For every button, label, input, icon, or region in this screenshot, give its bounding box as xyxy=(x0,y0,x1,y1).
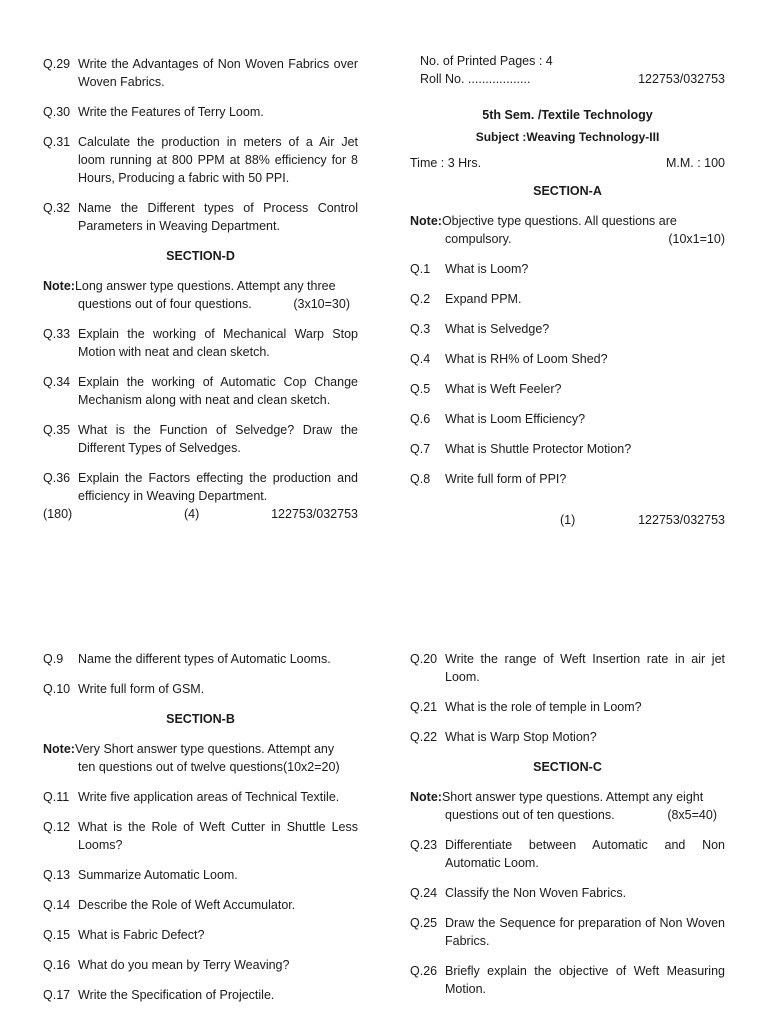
question-q26 xyxy=(410,962,725,998)
question-text: Classify the Non Woven Fabrics. xyxy=(445,886,627,900)
section-d-note xyxy=(43,277,358,313)
question-number: Q.1 xyxy=(410,262,431,276)
section-a-heading: SECTION-A xyxy=(533,184,602,198)
question-text: Summarize Automatic Loom. xyxy=(78,868,238,882)
question-number: Q.6 xyxy=(410,412,431,426)
question-q9 xyxy=(43,650,358,668)
question-text: Write the Specification of Projectile. xyxy=(78,988,275,1002)
section-c-heading: SECTION-C xyxy=(533,760,602,774)
note-text: Short answer type questions. Attempt any eight xyxy=(441,790,704,804)
note-text: Objective type questions. All questions are xyxy=(441,214,677,228)
question-q13 xyxy=(43,866,358,884)
question-number: Q.3 xyxy=(410,322,431,336)
roll-number: Roll No. .................. xyxy=(420,72,531,86)
section-b-heading: SECTION-B xyxy=(166,712,235,726)
question-text: Expand PPM. xyxy=(445,292,522,306)
question-q33 xyxy=(43,325,358,361)
question-text: What is the Role of Weft Cutter in Shuttle Less Looms? xyxy=(78,820,358,852)
question-text: Differentiate between Automatic and Non Automatic Loom. xyxy=(445,838,725,870)
question-text: What is Loom? xyxy=(445,262,529,276)
question-number: Q.35 xyxy=(43,423,71,437)
question-q11 xyxy=(43,788,358,806)
note-line2: questions out of four questions. xyxy=(78,297,252,311)
question-text: Calculate the production in meters of a Air Jet loom running at 800 PPM at 88% efficiency for 8 Hours, Producing a fabric with 50 PPI. xyxy=(78,135,358,185)
question-number: Q.30 xyxy=(43,105,71,119)
footer-count: (180) xyxy=(43,507,73,521)
question-number: Q.17 xyxy=(43,988,71,1002)
question-number: Q.14 xyxy=(43,898,71,912)
question-text: What is Loom Efficiency? xyxy=(445,412,586,426)
page4-column xyxy=(43,55,358,523)
question-q31 xyxy=(43,133,358,187)
note-label: Note: xyxy=(43,742,75,756)
question-text: What is Warp Stop Motion? xyxy=(445,730,597,744)
note-text: Very Short answer type questions. Attempt any xyxy=(74,742,335,756)
section-b-note xyxy=(43,740,358,776)
question-number: Q.31 xyxy=(43,135,71,149)
question-text: What is the role of temple in Loom? xyxy=(445,700,642,714)
note-line2: compulsory. xyxy=(445,232,512,246)
question-number: Q.10 xyxy=(43,682,71,696)
question-text: What is Fabric Defect? xyxy=(78,928,205,942)
note-marks: (3x10=30) xyxy=(293,297,350,311)
question-q2 xyxy=(410,290,725,308)
section-c-note xyxy=(410,788,725,824)
page2-column xyxy=(43,650,358,1016)
question-text: What is Shuttle Protector Motion? xyxy=(445,442,632,456)
question-text: What is Weft Feeler? xyxy=(445,382,562,396)
semester-title: 5th Sem. /Textile Technology xyxy=(482,108,653,122)
paper-code: 122753/032753 xyxy=(638,72,725,86)
exam-time: Time : 3 Hrs. xyxy=(410,156,482,170)
question-q23 xyxy=(410,836,725,872)
page1-column xyxy=(410,52,725,529)
question-text: Write the Advantages of Non Woven Fabrics over Woven Fabrics. xyxy=(78,57,358,89)
question-q35 xyxy=(43,421,358,457)
note-line2: questions out of ten questions. xyxy=(445,808,615,822)
printed-pages xyxy=(410,52,725,70)
question-number: Q.5 xyxy=(410,382,431,396)
page-footer xyxy=(410,511,725,529)
question-number: Q.32 xyxy=(43,201,71,215)
question-number: Q.29 xyxy=(43,57,71,71)
question-q8 xyxy=(410,470,725,488)
question-text: Name the Different types of Process Control Parameters in Weaving Department. xyxy=(78,201,358,233)
question-q34 xyxy=(43,373,358,409)
question-q24 xyxy=(410,884,725,902)
footer-page-number: (4) xyxy=(184,507,200,521)
question-q32 xyxy=(43,199,358,235)
question-q22 xyxy=(410,728,725,746)
question-q15 xyxy=(43,926,358,944)
section-a-note xyxy=(410,212,725,248)
question-number: Q.26 xyxy=(410,964,438,978)
question-number: Q.7 xyxy=(410,442,431,456)
question-number: Q.12 xyxy=(43,820,71,834)
question-q3 xyxy=(410,320,725,338)
note-label: Note: xyxy=(410,214,442,228)
question-number: Q.13 xyxy=(43,868,71,882)
note-label: Note: xyxy=(410,790,442,804)
question-number: Q.24 xyxy=(410,886,438,900)
question-text: Write full form of GSM. xyxy=(78,682,205,696)
question-q5 xyxy=(410,380,725,398)
question-text: Draw the Sequence for preparation of Non Woven Fabrics. xyxy=(445,916,725,948)
question-number: Q.22 xyxy=(410,730,438,744)
question-text: Explain the Factors effecting the production and efficiency in Weaving Department. xyxy=(78,471,358,503)
note-line2: ten questions out of twelve questions(10x2=20) xyxy=(78,760,340,774)
question-number: Q.23 xyxy=(410,838,438,852)
question-q10 xyxy=(43,680,358,698)
question-text: What is Selvedge? xyxy=(445,322,550,336)
question-q36 xyxy=(43,469,358,505)
max-marks: M.M. : 100 xyxy=(665,156,725,170)
question-q7 xyxy=(410,440,725,458)
question-q29 xyxy=(43,55,358,91)
question-q14 xyxy=(43,896,358,914)
question-text: What do you mean by Terry Weaving? xyxy=(78,958,290,972)
section-d-heading: SECTION-D xyxy=(166,249,235,263)
question-q20 xyxy=(410,650,725,686)
question-q6 xyxy=(410,410,725,428)
question-q30 xyxy=(43,103,358,121)
question-text: Describe the Role of Weft Accumulator. xyxy=(78,898,296,912)
question-q12 xyxy=(43,818,358,854)
page3-column xyxy=(410,650,725,1010)
roll-row xyxy=(410,70,725,88)
question-number: Q.8 xyxy=(410,472,431,486)
footer-code: 122753/032753 xyxy=(271,507,358,521)
question-q17 xyxy=(43,986,358,1004)
question-number: Q.25 xyxy=(410,916,438,930)
note-marks: (10x1=10) xyxy=(668,232,725,246)
question-number: Q.11 xyxy=(43,790,70,804)
question-number: Q.33 xyxy=(43,327,71,341)
question-q21 xyxy=(410,698,725,716)
note-marks: (8x5=40) xyxy=(667,808,717,822)
page-footer xyxy=(43,505,358,523)
question-text: Name the different types of Automatic Looms. xyxy=(78,652,331,666)
question-text: Write five application areas of Technical Textile. xyxy=(78,790,340,804)
question-q16 xyxy=(43,956,358,974)
question-text: Write full form of PPI? xyxy=(445,472,567,486)
question-q1 xyxy=(410,260,725,278)
question-q4 xyxy=(410,350,725,368)
footer-page-number: (1) xyxy=(560,513,576,527)
question-q25 xyxy=(410,914,725,950)
question-number: Q.34 xyxy=(43,375,71,389)
question-text: What is the Function of Selvedge? Draw the Different Types of Selvedges. xyxy=(78,423,358,455)
question-number: Q.16 xyxy=(43,958,71,972)
question-number: Q.9 xyxy=(43,652,64,666)
question-text: Write the range of Weft Insertion rate in air jet Loom. xyxy=(445,652,725,684)
note-label: Note: xyxy=(43,279,75,293)
question-text: What is RH% of Loom Shed? xyxy=(445,352,608,366)
question-number: Q.36 xyxy=(43,471,71,485)
question-number: Q.15 xyxy=(43,928,71,942)
question-text: Explain the working of Mechanical Warp Stop Motion with neat and clean sketch. xyxy=(78,327,358,359)
question-number: Q.20 xyxy=(410,652,438,666)
question-number: Q.4 xyxy=(410,352,431,366)
subject-title: Subject :Weaving Technology-III xyxy=(475,130,660,144)
note-text: Long answer type questions. Attempt any three xyxy=(74,279,336,293)
footer-code: 122753/032753 xyxy=(638,513,725,527)
question-text: Briefly explain the objective of Weft Measuring Motion. xyxy=(445,964,725,996)
question-number: Q.2 xyxy=(410,292,431,306)
question-text: Write the Features of Terry Loom. xyxy=(78,105,264,119)
question-number: Q.21 xyxy=(410,700,438,714)
printed-pages-text: No. of Printed Pages : 4 xyxy=(420,54,553,68)
question-text: Explain the working of Automatic Cop Change Mechanism along with neat and clean sketch. xyxy=(78,375,358,407)
time-marks-row xyxy=(410,154,725,172)
